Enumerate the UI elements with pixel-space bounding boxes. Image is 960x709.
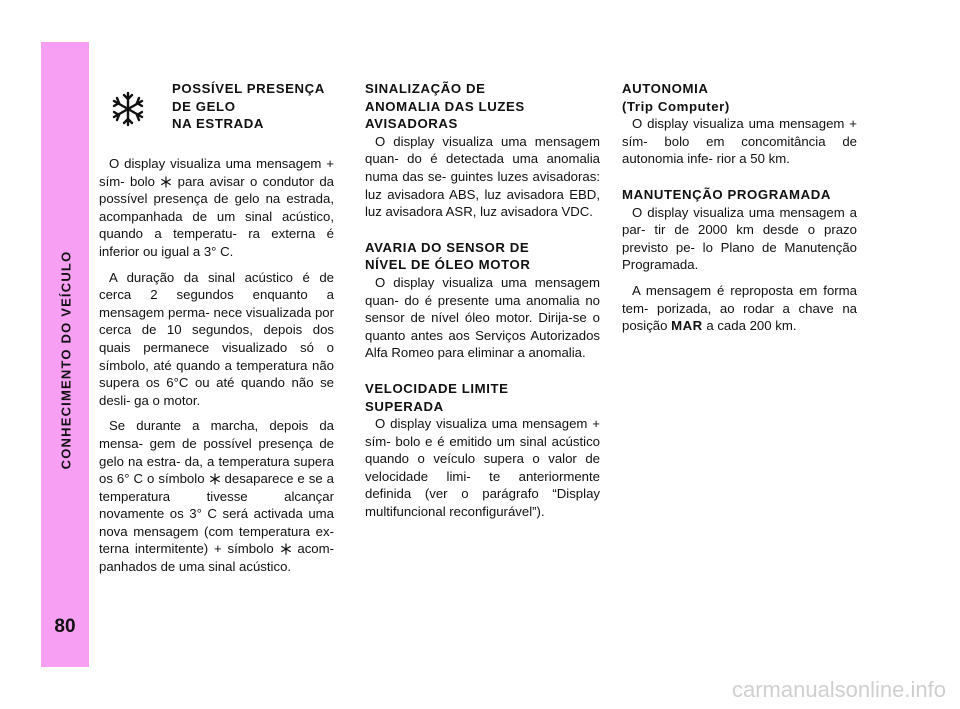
heading: MANUTENÇÃO PROGRAMADA bbox=[622, 186, 831, 202]
heading: SUPERADA bbox=[365, 398, 444, 414]
heading: ANOMALIA DAS LUZES bbox=[365, 98, 525, 114]
column-3 bbox=[622, 80, 857, 343]
heading: SINALIZAÇÃO DE bbox=[365, 81, 486, 96]
paragraph: A mensagem é reproposta em forma tem- porizada, ao rodar a chave na posição MAR a cada 200 km. bbox=[622, 282, 857, 334]
paragraph: Se durante a marcha, depois da mensa- gem de possível presença de gelo na estra- da, a temperatura supera os 6° C o símbolo desaparece e se a temperatura tivesse alcançar novamente os 3° C será activada uma nova mensagem (com temperatura ex- terna intermitente) + símbolo acom- panhados de uma sinal acústico. bbox=[99, 418, 335, 575]
paragraph: O display visualiza uma mensagem quan- do é detectada uma anomalia numa das se- guintes luzes avisadoras: luz avisadora ABS, luz avisadora EBD, luz avisadora ASR, luz avisadora VDC. bbox=[365, 133, 600, 220]
paragraph: O display visualiza uma mensagem + sím- bolo para avisar o condutor da possível presença de gelo na estrada, acompanhada de um sinal acústico, quando a temperatu- ra externa é inferior ou igual a 3° C. bbox=[99, 156, 334, 259]
page-number: 80 bbox=[54, 616, 76, 637]
paragraph: O display visualiza uma mensagem quan- do é presente uma anomalia no sensor de nível óleo motor. Dirija-se o quanto antes aos Serviços Autorizados Alfa Romeo para eliminar a anomalia. bbox=[365, 274, 600, 361]
snowflake-icon bbox=[209, 473, 221, 485]
heading: AUTONOMIA bbox=[622, 81, 709, 96]
frost-text bbox=[99, 155, 334, 584]
snowflake-icon bbox=[280, 543, 292, 555]
heading: (Trip Computer) bbox=[622, 98, 730, 114]
heading-frost: POSSÍVEL PRESENÇA DE GELO NA ESTRADA bbox=[172, 81, 325, 132]
watermark[interactable]: carmanualsonline.info bbox=[731, 677, 946, 702]
snowflake-icon bbox=[99, 80, 157, 138]
paragraph: O display visualiza uma mensagem + sím- bolo e é emitido um sinal acústico quando o veículo supera o valor de velocidade limi- te anteriormente definida (ver o parágrafo “Display multifuncional reconfigurável”). bbox=[365, 416, 600, 520]
snowflake-icon bbox=[160, 176, 172, 188]
heading: AVARIA DO SENSOR DE bbox=[365, 239, 530, 255]
heading: AVISADORAS bbox=[365, 116, 458, 132]
column-2 bbox=[365, 80, 600, 529]
heading: NÍVEL DE ÓLEO MOTOR bbox=[365, 257, 531, 273]
paragraph: O display visualiza uma mensagem a par- tir de 2000 km desde o prazo previsto pe- lo Plano de Manutenção Programada. bbox=[622, 204, 857, 273]
heading: VELOCIDADE LIMITE bbox=[365, 380, 509, 396]
paragraph: O display visualiza uma mensagem + sím- bolo em concomitância de autonomia infe- rior a 50 km. bbox=[622, 116, 857, 167]
key-position: MAR bbox=[671, 318, 703, 334]
section-title: CONHECIMENTO DO VEÍCULO bbox=[58, 250, 74, 470]
paragraph: A duração da sinal acústico é de cerca 2 segundos enquanto a mensagem perma- nece visualizada por cerca de 10 segundos, depois dos quais permanece visualizado só o símbolo, até quando a temperatura não supera os 6°C ou até quando não se desli- ga o motor. bbox=[99, 269, 334, 408]
